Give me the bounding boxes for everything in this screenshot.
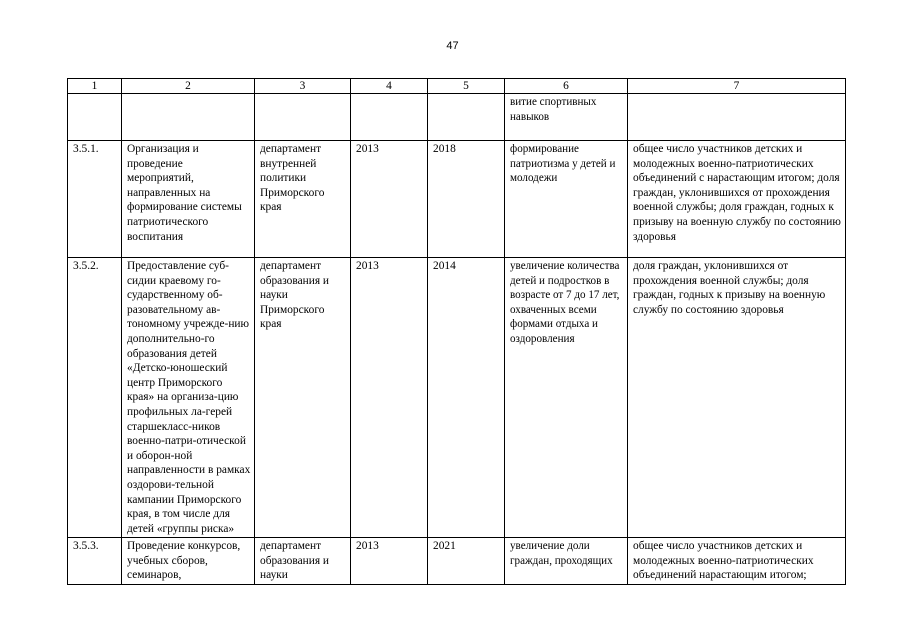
cell-indicators: общее число участников детских и молодежных военно-патриотических объединений нарастающим итогом; <box>628 538 846 585</box>
column-header: 6 <box>505 79 628 94</box>
cell-department: департамент образования и науки Приморского края <box>255 258 351 538</box>
cell-start-year: 2013 <box>351 258 428 538</box>
cell-result: увеличение доли граждан, проходящих <box>505 538 628 585</box>
cell-result: формирование патриотизма у детей и молодежи <box>505 141 628 258</box>
cell-name: Проведение конкурсов, учебных сборов, семинаров, <box>122 538 255 585</box>
cell-name: Предоставление суб-сидии краевому го-сударственному об-разовательному ав-тономному учрежде-нию дополнительно-го образования детей «Детско-юношеский центр Приморского края» на организа-цию профильных ла-герей старшекласс-ников военно-патри-отической и оборон-ной направленности в рамках оздорови-тельной кампании Приморского края, в том числе для детей «группы риска» <box>122 258 255 538</box>
cell-start-year: 2013 <box>351 141 428 258</box>
column-header: 2 <box>122 79 255 94</box>
cell-department <box>255 94 351 141</box>
cell-end-year <box>428 94 505 141</box>
column-header: 1 <box>68 79 122 94</box>
column-header: 3 <box>255 79 351 94</box>
cell-number: 3.5.2. <box>68 258 122 538</box>
cell-indicators: доля граждан, уклонившихся от прохождения военной службы; доля граждан, годных к призыву на военную службу по состоянию здоровья <box>628 258 846 538</box>
cell-result: витие спортивных навыков <box>505 94 628 141</box>
table-row <box>68 141 846 258</box>
cell-number: 3.5.3. <box>68 538 122 585</box>
column-header: 7 <box>628 79 846 94</box>
column-header: 5 <box>428 79 505 94</box>
cell-department: департамент внутренней политики Приморского края <box>255 141 351 258</box>
table-row <box>68 258 846 538</box>
cell-name <box>122 94 255 141</box>
cell-department: департамент образования и науки <box>255 538 351 585</box>
column-header: 4 <box>351 79 428 94</box>
table-row-continued <box>68 94 846 141</box>
cell-number <box>68 94 122 141</box>
table-header-row <box>68 79 846 94</box>
cell-indicators <box>628 94 846 141</box>
page-number: 47 <box>446 40 459 52</box>
cell-number: 3.5.1. <box>68 141 122 258</box>
cell-indicators: общее число участников детских и молодежных военно-патриотических объединений с нарастающим итогом; доля граждан, уклонившихся от прохождения военной службы; доля граждан, годных к призыву на военную службу по состоянию здоровья <box>628 141 846 258</box>
cell-end-year: 2014 <box>428 258 505 538</box>
cell-result: увеличение количества детей и подростков в возрасте от 7 до 17 лет, охваченных всеми формами отдыха и оздоровления <box>505 258 628 538</box>
program-activities-table <box>67 78 846 585</box>
cell-start-year: 2013 <box>351 538 428 585</box>
cell-name: Организация и проведение мероприятий, направленных на формирование системы патриотического воспитания <box>122 141 255 258</box>
cell-start-year <box>351 94 428 141</box>
table-row <box>68 538 846 585</box>
cell-end-year: 2018 <box>428 141 505 258</box>
cell-end-year: 2021 <box>428 538 505 585</box>
